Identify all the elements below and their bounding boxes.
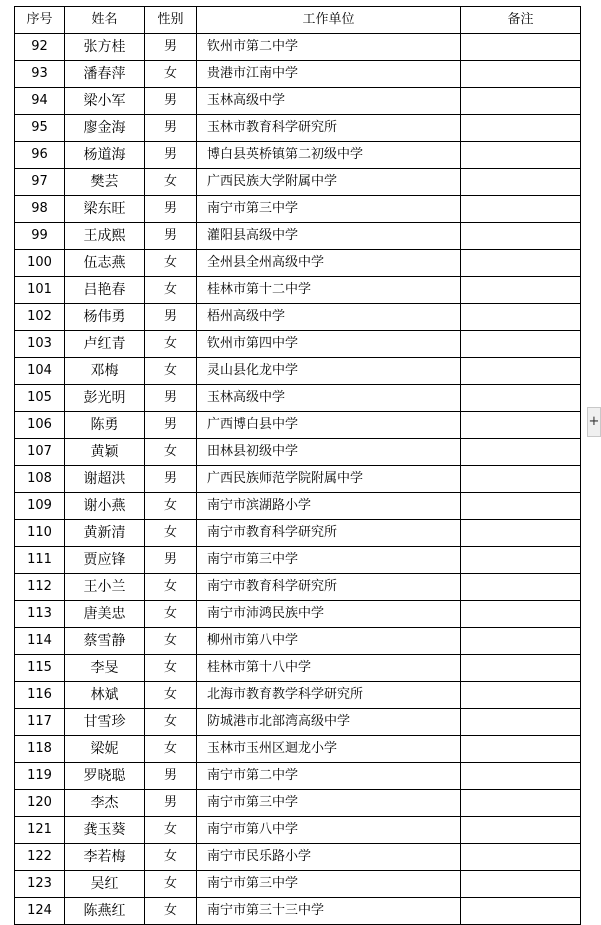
cell-seq: 116 [15, 682, 65, 709]
cell-unit: 南宁市第八中学 [197, 817, 461, 844]
header-cell-unit: 工作单位 [197, 7, 461, 34]
table-row [15, 898, 581, 925]
cell-name: 梁小军 [65, 88, 145, 115]
table-row [15, 466, 581, 493]
cell-unit: 南宁市第三中学 [197, 871, 461, 898]
cell-note [461, 250, 581, 277]
cell-name: 谢小燕 [65, 493, 145, 520]
table-row [15, 655, 581, 682]
cell-note [461, 304, 581, 331]
table-row [15, 331, 581, 358]
table-row [15, 520, 581, 547]
table-row [15, 304, 581, 331]
cell-unit: 玉林高级中学 [197, 88, 461, 115]
cell-note [461, 601, 581, 628]
cell-unit: 广西博白县中学 [197, 412, 461, 439]
cell-name: 李杰 [65, 790, 145, 817]
header-cell-seq: 序号 [15, 7, 65, 34]
table-row [15, 574, 581, 601]
cell-name: 蔡雪静 [65, 628, 145, 655]
cell-sex: 女 [145, 520, 197, 547]
cell-seq: 121 [15, 817, 65, 844]
cell-seq: 103 [15, 331, 65, 358]
table-row [15, 493, 581, 520]
cell-sex: 男 [145, 196, 197, 223]
table-row [15, 817, 581, 844]
table-row [15, 61, 581, 88]
cell-name: 吕艳春 [65, 277, 145, 304]
cell-note [461, 547, 581, 574]
cell-sex: 女 [145, 682, 197, 709]
cell-unit: 南宁市沛鸿民族中学 [197, 601, 461, 628]
cell-unit: 灵山县化龙中学 [197, 358, 461, 385]
cell-seq: 112 [15, 574, 65, 601]
cell-name: 甘雪珍 [65, 709, 145, 736]
cell-name: 伍志燕 [65, 250, 145, 277]
cell-note [461, 331, 581, 358]
cell-sex: 女 [145, 61, 197, 88]
cell-sex: 女 [145, 844, 197, 871]
cell-name: 王小兰 [65, 574, 145, 601]
cell-name: 梁妮 [65, 736, 145, 763]
cell-note [461, 898, 581, 925]
cell-sex: 女 [145, 439, 197, 466]
cell-sex: 女 [145, 493, 197, 520]
cell-unit: 南宁市民乐路小学 [197, 844, 461, 871]
cell-unit: 钦州市第二中学 [197, 34, 461, 61]
cell-unit: 玉林市教育科学研究所 [197, 115, 461, 142]
cell-sex: 男 [145, 790, 197, 817]
cell-seq: 105 [15, 385, 65, 412]
cell-unit: 玉林高级中学 [197, 385, 461, 412]
cell-name: 龚玉葵 [65, 817, 145, 844]
cell-seq: 97 [15, 169, 65, 196]
table-row [15, 763, 581, 790]
cell-seq: 93 [15, 61, 65, 88]
cell-note [461, 412, 581, 439]
cell-name: 李旻 [65, 655, 145, 682]
table-row [15, 871, 581, 898]
table-row [15, 34, 581, 61]
cell-seq: 120 [15, 790, 65, 817]
cell-sex: 女 [145, 601, 197, 628]
cell-note [461, 736, 581, 763]
cell-name: 杨道海 [65, 142, 145, 169]
cell-note [461, 844, 581, 871]
table-header [15, 7, 581, 34]
cell-note [461, 763, 581, 790]
cell-name: 贾应锋 [65, 547, 145, 574]
table-row [15, 628, 581, 655]
cell-unit: 南宁市第三中学 [197, 547, 461, 574]
cell-sex: 女 [145, 871, 197, 898]
cell-seq: 117 [15, 709, 65, 736]
cell-note [461, 709, 581, 736]
table-row [15, 169, 581, 196]
cell-seq: 122 [15, 844, 65, 871]
cell-name: 黄新清 [65, 520, 145, 547]
header-row [15, 7, 581, 34]
roster-table [14, 6, 581, 925]
cell-seq: 108 [15, 466, 65, 493]
cell-note [461, 520, 581, 547]
cell-seq: 119 [15, 763, 65, 790]
cell-unit: 南宁市第三中学 [197, 196, 461, 223]
cell-sex: 女 [145, 331, 197, 358]
cell-note [461, 655, 581, 682]
table-row [15, 358, 581, 385]
table-row [15, 412, 581, 439]
cell-unit: 玉林市玉州区迴龙小学 [197, 736, 461, 763]
cell-name: 李若梅 [65, 844, 145, 871]
cell-unit: 田林县初级中学 [197, 439, 461, 466]
cell-seq: 109 [15, 493, 65, 520]
cell-sex: 男 [145, 304, 197, 331]
cell-name: 樊芸 [65, 169, 145, 196]
table-row [15, 115, 581, 142]
table-row [15, 844, 581, 871]
table-row [15, 277, 581, 304]
cell-note [461, 439, 581, 466]
table-row [15, 223, 581, 250]
cell-sex: 男 [145, 412, 197, 439]
cell-sex: 女 [145, 358, 197, 385]
cell-note [461, 223, 581, 250]
header-cell-note: 备注 [461, 7, 581, 34]
cell-unit: 桂林市第十八中学 [197, 655, 461, 682]
cell-sex: 男 [145, 88, 197, 115]
cell-seq: 106 [15, 412, 65, 439]
cell-note [461, 682, 581, 709]
cell-seq: 99 [15, 223, 65, 250]
cell-sex: 女 [145, 898, 197, 925]
cell-unit: 桂林市第十二中学 [197, 277, 461, 304]
roster-sheet [14, 6, 580, 925]
cell-note [461, 196, 581, 223]
cell-unit: 柳州市第八中学 [197, 628, 461, 655]
cell-name: 廖金海 [65, 115, 145, 142]
table-row [15, 601, 581, 628]
cell-sex: 男 [145, 385, 197, 412]
cell-note [461, 466, 581, 493]
cell-sex: 女 [145, 277, 197, 304]
cell-sex: 男 [145, 223, 197, 250]
cell-seq: 101 [15, 277, 65, 304]
cell-name: 谢超洪 [65, 466, 145, 493]
table-row [15, 88, 581, 115]
cell-seq: 102 [15, 304, 65, 331]
cell-note [461, 871, 581, 898]
cell-unit: 梧州高级中学 [197, 304, 461, 331]
table-row [15, 547, 581, 574]
cell-unit: 南宁市第二中学 [197, 763, 461, 790]
header-cell-sex: 性别 [145, 7, 197, 34]
table-row [15, 196, 581, 223]
cell-note [461, 169, 581, 196]
table-row [15, 790, 581, 817]
table-body [15, 34, 581, 925]
cell-seq: 123 [15, 871, 65, 898]
cell-sex: 女 [145, 655, 197, 682]
cell-note [461, 115, 581, 142]
cell-sex: 女 [145, 628, 197, 655]
cell-seq: 98 [15, 196, 65, 223]
cell-name: 梁东旺 [65, 196, 145, 223]
cell-sex: 男 [145, 34, 197, 61]
cell-seq: 111 [15, 547, 65, 574]
cell-unit: 贵港市江南中学 [197, 61, 461, 88]
cell-unit: 广西民族大学附属中学 [197, 169, 461, 196]
cell-seq: 115 [15, 655, 65, 682]
cell-sex: 女 [145, 817, 197, 844]
cell-name: 王成熙 [65, 223, 145, 250]
cell-name: 邓梅 [65, 358, 145, 385]
cell-name: 林斌 [65, 682, 145, 709]
cell-seq: 110 [15, 520, 65, 547]
cell-note [461, 34, 581, 61]
cell-name: 陈勇 [65, 412, 145, 439]
cell-unit: 南宁市教育科学研究所 [197, 520, 461, 547]
cell-sex: 女 [145, 574, 197, 601]
cell-unit: 博白县英桥镇第二初级中学 [197, 142, 461, 169]
cell-unit: 钦州市第四中学 [197, 331, 461, 358]
page-edge-widget[interactable] [587, 407, 601, 437]
cell-sex: 男 [145, 115, 197, 142]
cell-unit: 广西民族师范学院附属中学 [197, 466, 461, 493]
table-row [15, 250, 581, 277]
table-row [15, 682, 581, 709]
cell-sex: 女 [145, 736, 197, 763]
cell-unit: 北海市教育教学科学研究所 [197, 682, 461, 709]
header-cell-name: 姓名 [65, 7, 145, 34]
cell-seq: 94 [15, 88, 65, 115]
cell-name: 罗晓聪 [65, 763, 145, 790]
cell-note [461, 790, 581, 817]
cell-name: 彭光明 [65, 385, 145, 412]
cell-unit: 南宁市第三中学 [197, 790, 461, 817]
cell-name: 唐美忠 [65, 601, 145, 628]
cell-name: 陈燕红 [65, 898, 145, 925]
cell-seq: 113 [15, 601, 65, 628]
cell-note [461, 277, 581, 304]
cell-name: 吴红 [65, 871, 145, 898]
cell-unit: 防城港市北部湾高级中学 [197, 709, 461, 736]
cell-seq: 104 [15, 358, 65, 385]
cell-note [461, 358, 581, 385]
table-row [15, 736, 581, 763]
cell-seq: 107 [15, 439, 65, 466]
cell-name: 卢红青 [65, 331, 145, 358]
cell-sex: 女 [145, 709, 197, 736]
cell-unit: 南宁市教育科学研究所 [197, 574, 461, 601]
cell-note [461, 385, 581, 412]
cell-note [461, 142, 581, 169]
cell-name: 黄颖 [65, 439, 145, 466]
cell-seq: 124 [15, 898, 65, 925]
table-row [15, 709, 581, 736]
table-row [15, 439, 581, 466]
cell-sex: 女 [145, 250, 197, 277]
cell-note [461, 817, 581, 844]
cell-unit: 灌阳县高级中学 [197, 223, 461, 250]
cell-name: 张方桂 [65, 34, 145, 61]
cell-seq: 118 [15, 736, 65, 763]
cell-seq: 96 [15, 142, 65, 169]
cell-unit: 全州县全州高级中学 [197, 250, 461, 277]
plus-icon[interactable]: + [588, 414, 600, 429]
cell-name: 潘春萍 [65, 61, 145, 88]
cell-sex: 男 [145, 142, 197, 169]
table-row [15, 142, 581, 169]
cell-seq: 114 [15, 628, 65, 655]
cell-note [461, 493, 581, 520]
cell-seq: 92 [15, 34, 65, 61]
cell-note [461, 61, 581, 88]
cell-sex: 男 [145, 547, 197, 574]
cell-seq: 100 [15, 250, 65, 277]
cell-note [461, 88, 581, 115]
cell-note [461, 628, 581, 655]
table-row [15, 385, 581, 412]
cell-unit: 南宁市第三十三中学 [197, 898, 461, 925]
cell-sex: 女 [145, 169, 197, 196]
cell-name: 杨伟勇 [65, 304, 145, 331]
cell-seq: 95 [15, 115, 65, 142]
cell-sex: 男 [145, 466, 197, 493]
cell-sex: 男 [145, 763, 197, 790]
cell-unit: 南宁市滨湖路小学 [197, 493, 461, 520]
cell-note [461, 574, 581, 601]
